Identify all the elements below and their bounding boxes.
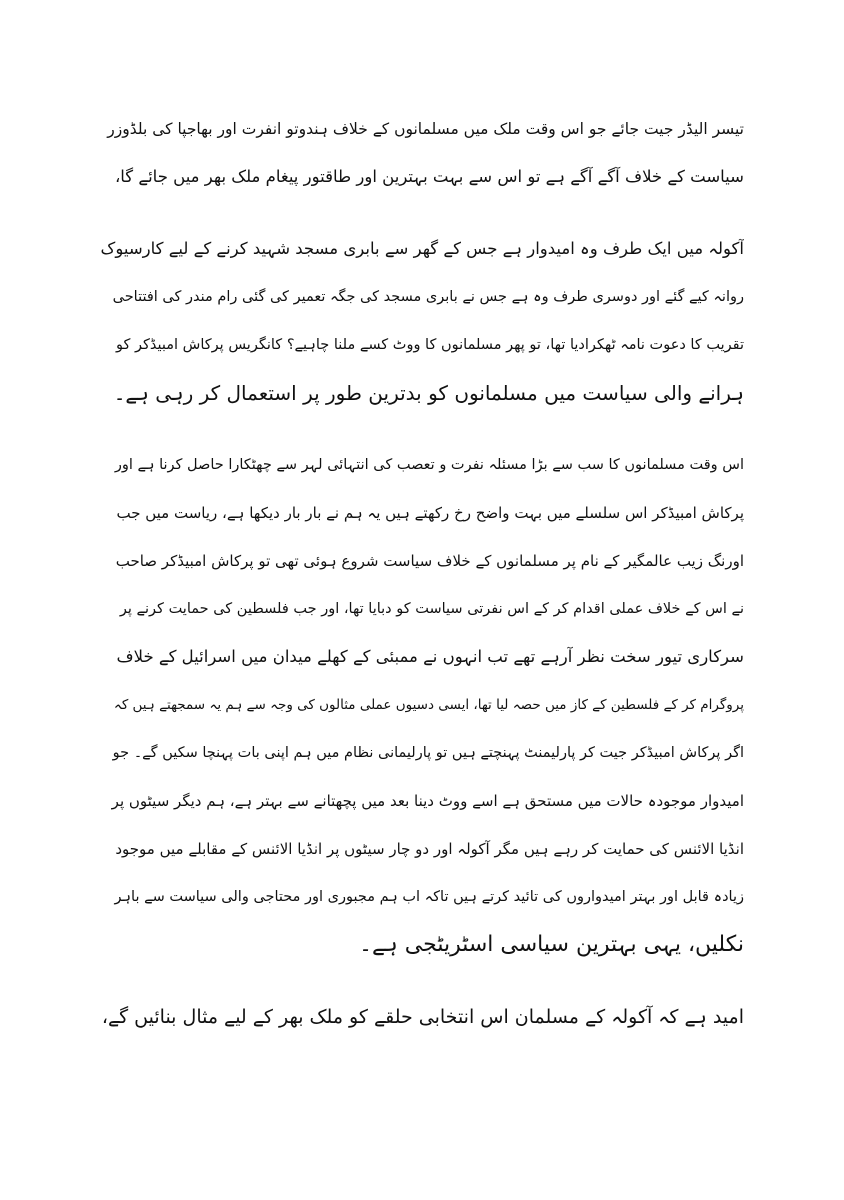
text-line: امیدوار موجودہ حالات میں مستحق ہے اسے ووٹ دینا بعد میں پچھتانے سے بہتر ہے، ہم دیگر سیٹوں پر xyxy=(111,792,744,810)
text-line: امید ہے کہ آکولہ کے مسلمان اس انتخابی حلقے کو ملک بھر کے لیے مثال بنائیں گے، xyxy=(101,1006,744,1028)
text-line: آکولہ میں ایک طرف وہ امیدوار ہے جس کے گھر سے بابری مسجد شہید کرنے کے لیے کارسیوک xyxy=(100,239,744,258)
text-line: تقریب کا دعوت نامہ ٹھکرادیا تھا، تو پھر مسلمانوں کا ووٹ کسے ملنا چاہیے؟ کانگریس پرکاش امبیڈکر کو xyxy=(115,337,744,353)
paragraph-4 xyxy=(100,993,744,1041)
text-line: نکلیں، یہی بہترین سیاسی اسٹریٹجی ہے۔ xyxy=(359,932,744,957)
text-line: انڈیا الائنس کی حمایت کر رہے ہیں مگر آکولہ اور دو چار سیٹوں پر انڈیا الائنس کے مقابلے میں موجود xyxy=(115,840,744,858)
paragraph-2 xyxy=(100,225,744,417)
text-line: پروگرام کر کے فلسطین کے کاز میں حصہ لیا تھا، ایسی دسیوں عملی مثالوں کی وجہ سے ہم یہ سمجھتے ہیں کہ xyxy=(113,697,744,713)
text-line: سیاست کے خلاف آگے آگے ہے تو اس سے بہت بہترین اور طاقتور پیغام ملک بھر میں جائے گا، xyxy=(114,167,744,186)
text-line: اورنگ زیب عالمگیر کے نام پر مسلمانوں کے خلاف سیاست شروع ہوئی تھی تو پرکاش امبیڈکر صاحب xyxy=(115,552,744,570)
paragraph-1 xyxy=(100,105,744,201)
text-line: تیسر الیڈر جیت جائے جو اس وقت ملک میں مسلمانوں کے خلاف ہندوتو انفرت اور بھاجپا کی بلڈوزر xyxy=(107,120,744,138)
document-page xyxy=(100,105,744,1065)
text-line: ہرانے والی سیاست میں مسلمانوں کو بدترین طور پر استعمال کر رہی ہے۔ xyxy=(113,381,744,405)
text-line: اگر پرکاش امبیڈکر جیت کر پارلیمنٹ پہنچتے ہیں تو پارلیمانی نظام میں ہم اپنی بات پہنچا سکیں گے۔ جو xyxy=(112,745,744,761)
text-line: سرکاری تیور سخت نظر آرہے تھے تب انہوں نے ممبئی کے کھلے میدان میں اسرائیل کے خلاف xyxy=(116,647,744,666)
text-line: زیادہ قابل اور بہتر امیدواروں کی تائید کرتے ہیں تاکہ اب ہم مجبوری اور محتاجی والی سیاست سے باہر xyxy=(114,889,744,905)
text-line: نے اس کے خلاف عملی اقدام کر کے اس نفرتی سیاست کو دبایا تھا، اور جب فلسطین کی حمایت کرنے پر xyxy=(119,601,744,617)
text-line: اس وقت مسلمانوں کا سب سے بڑا مسئلہ نفرت و تعصب کی انتہائی لہر سے چھٹکارا حاصل کرنا ہے اور xyxy=(114,457,744,473)
text-line: پرکاش امبیڈکر اس سلسلے میں بہت واضح رخ رکھتے ہیں یہ ہم نے بار بار دیکھا ہے، ریاست میں جب xyxy=(116,504,744,522)
paragraph-3 xyxy=(100,441,744,969)
text-line: روانہ کیے گئے اور دوسری طرف وہ ہے جس نے بابری مسجد کی جگہ تعمیر کی گئی رام مندر کی افتتاحی xyxy=(112,289,744,305)
